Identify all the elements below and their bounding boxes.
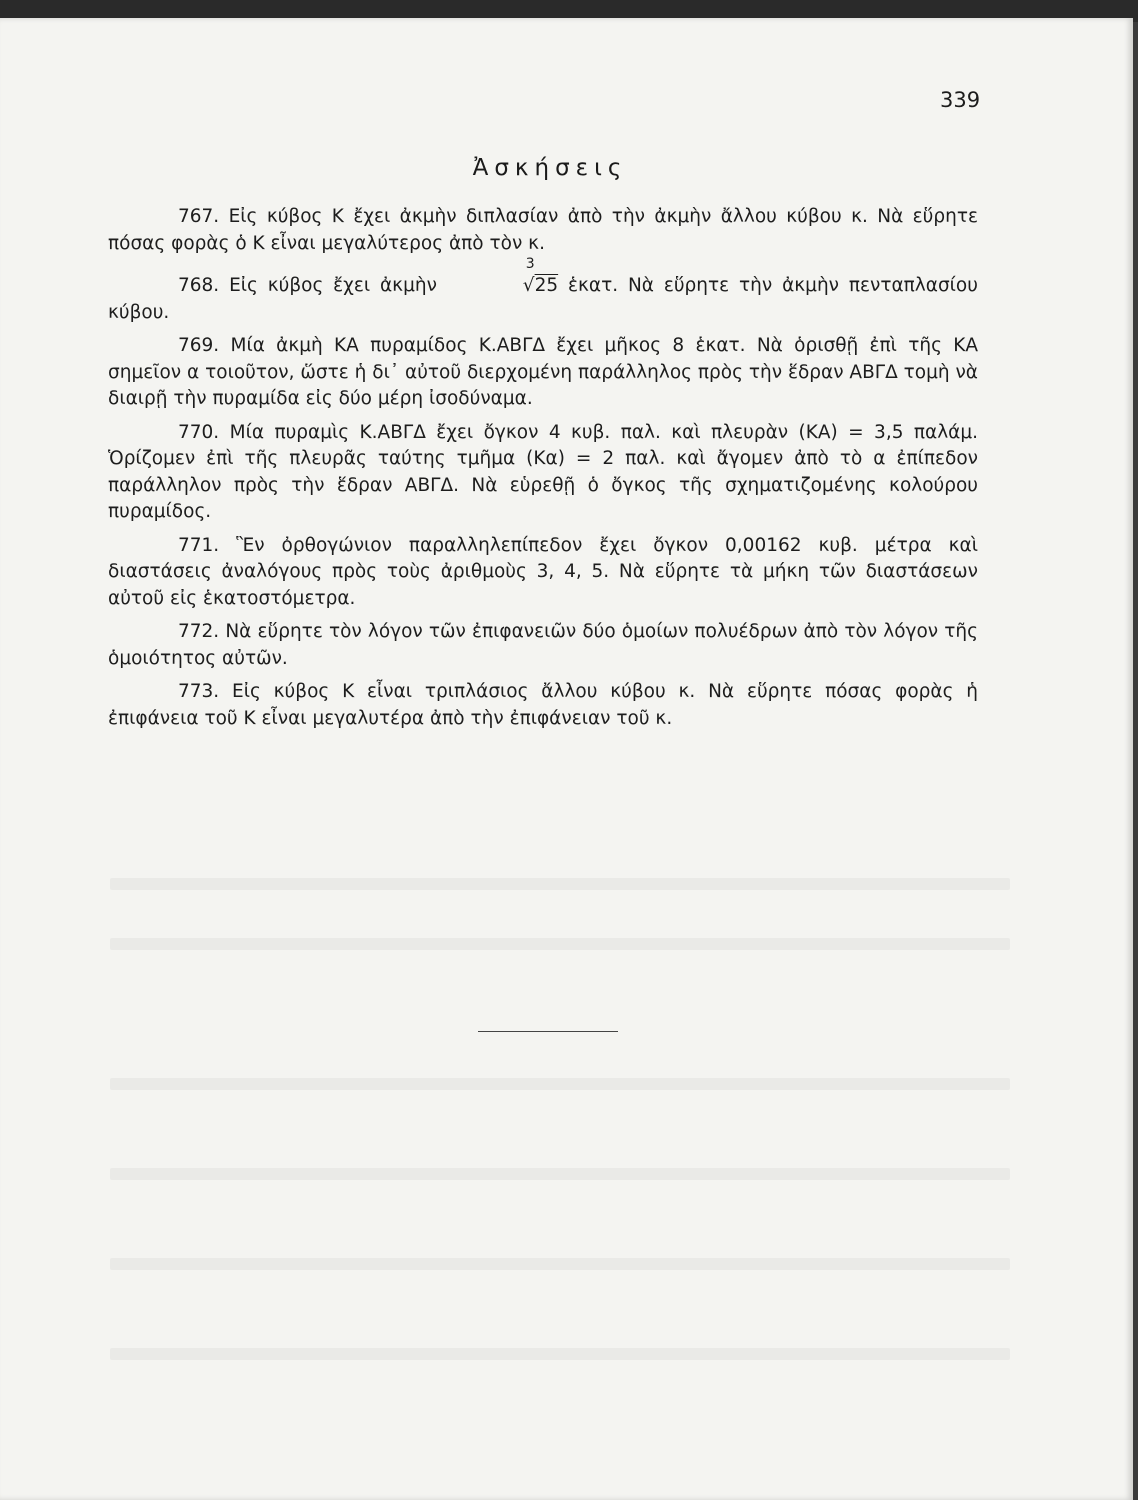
bleed-through-line (110, 1168, 1010, 1180)
exercise-number: 770. (178, 421, 220, 443)
exercise-769 (108, 333, 978, 413)
exercise-list (108, 204, 978, 739)
exercise-770 (108, 420, 978, 526)
root-index: 3 (525, 256, 535, 272)
section-divider (478, 1031, 618, 1032)
exercise-number: 771. (178, 534, 220, 556)
page-number: 339 (940, 88, 981, 112)
exercise-text-before: Εἰς κύβος ἔχει ἀκμὴν (229, 275, 437, 296)
bleed-through-line (110, 1348, 1010, 1360)
exercise-number: 769. (178, 335, 220, 356)
exercise-number: 767. (178, 206, 220, 227)
exercise-number: 768. (178, 275, 220, 296)
exercise-text: Ἓν ὀρθογώνιον παραλληλεπίπεδον ἔχει ὄγκον 0,00162 κυβ. μέτρα καὶ διαστάσεις ἀναλόγους πρὸς τοὺς ἀριθμοὺς 3, 4, 5. Νὰ εὕρητε τὰ μήκη τῶν διαστάσεων αὐτοῦ εἰς ἑκατοστόμετρα. (108, 534, 978, 609)
section-title: Ἀσκήσεις (472, 155, 628, 181)
exercise-767 (108, 204, 978, 257)
radical-sign: √ (522, 275, 535, 296)
exercise-number: 773. (178, 681, 220, 702)
bleed-through-line (110, 878, 1010, 890)
exercise-text-after: ἑκατ. Νὰ εὕρητε τὴν ἀκμὴν πενταπλασίου κύβου. (108, 275, 978, 323)
radicand: 25 (534, 275, 559, 296)
exercise-771 (108, 533, 978, 613)
exercise-text: Μία ἀκμὴ ΚΑ πυραμίδος Κ.ΑΒΓΔ ἔχει μῆκος 8 ἑκατ. Νὰ ὁρισθῇ ἐπὶ τῆς ΚΑ σημεῖον α τοιοῦτον, ὥστε ἡ δι᾽ αὐτοῦ διερχομένη παράλληλος πρὸς τὴν ἕδραν ΑΒΓΔ τομὴ νὰ διαιρῇ τὴν πυραμίδα εἰς δύο μέρη ἰσοδύναμα. (108, 335, 978, 409)
exercise-text: Εἰς κύβος Κ ἔχει ἀκμὴν διπλασίαν ἀπὸ τὴν ἀκμὴν ἄλλου κύβου κ. Νὰ εὕρητε πόσας φορὰς ὁ Κ εἶναι μεγαλύτερος ἀπὸ τὸν κ. (108, 206, 978, 254)
exercise-text: Μία πυραμὶς Κ.ΑΒΓΔ ἔχει ὄγκον 4 κυβ. παλ. καὶ πλευρὰν (ΚΑ) = 3,5 παλάμ. Ὁρίζομεν ἐπὶ τῆς πλευρᾶς ταύτης τμῆμα (Κα) = 2 παλ. καὶ ἄγομεν ἀπὸ τὸ α ἐπίπεδον παράλληλον πρὸς τὴν ἕδραν ΑΒΓΔ. Νὰ εὑρεθῇ ὁ ὄγκος τῆς σχηματιζομένης κολούρου πυραμίδος. (108, 421, 978, 522)
exercise-768 (108, 256, 978, 326)
bleed-through-line (110, 1078, 1010, 1090)
exercise-text: Νὰ εὕρητε τὸν λόγον τῶν ἐπιφανειῶν δύο ὁμοίων πολυέδρων ἀπὸ τὸν λόγον τῆς ὁμοιότητος αὐτῶν. (108, 621, 978, 669)
exercise-number: 772. (178, 621, 220, 642)
exercise-772 (108, 619, 978, 672)
exercise-text: Εἰς κύβος Κ εἶναι τριπλάσιος ἄλλου κύβου κ. Νὰ εὕρητε πόσας φορὰς ἡ ἐπιφάνεια τοῦ Κ εἶναι μεγαλυτέρα ἀπὸ τὴν ἐπιφάνειαν τοῦ κ. (108, 681, 978, 729)
bleed-through-line (110, 938, 1010, 950)
cube-root (447, 256, 559, 300)
bleed-through-line (110, 1258, 1010, 1270)
exercise-773 (108, 679, 978, 732)
